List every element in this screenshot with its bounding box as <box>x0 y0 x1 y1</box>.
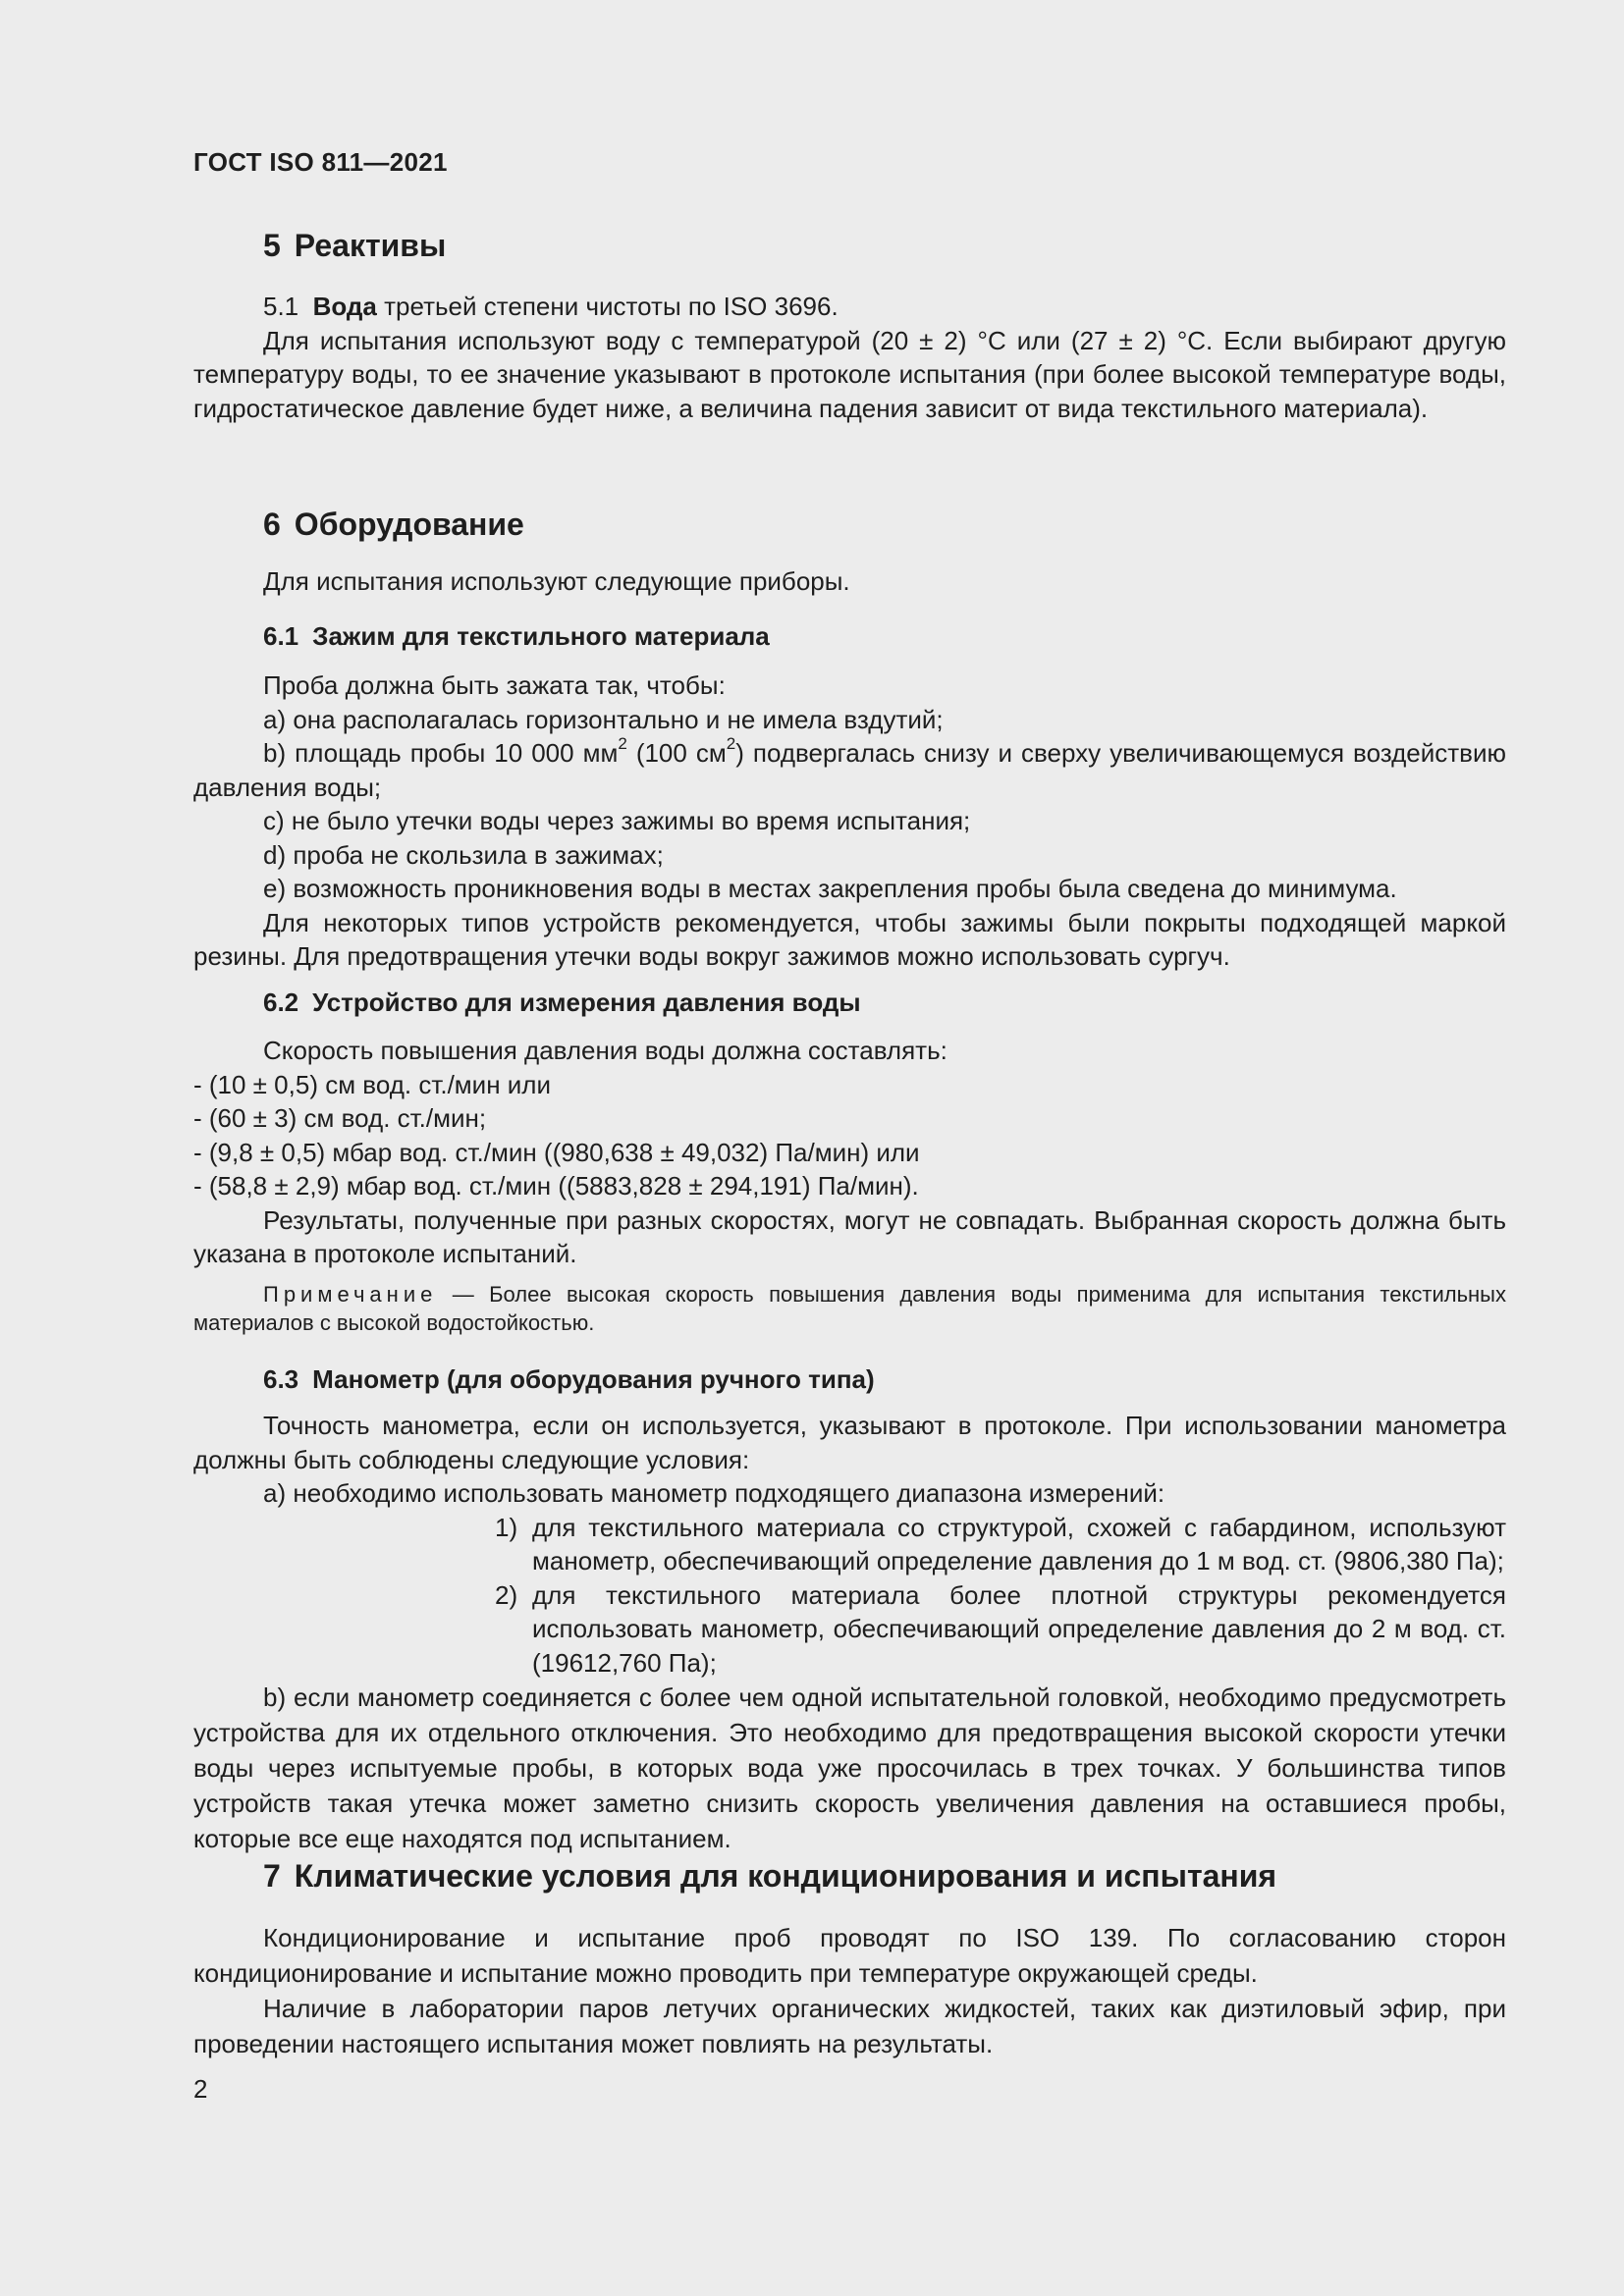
note-text: — Более высокая скорость повышения давления воды применима для испытания текстильных материалов с высокой водостойкостью. <box>193 1282 1506 1335</box>
section-title: Оборудование <box>294 507 524 542</box>
list-item: b) если манометр соединяется с более чем одной испытательной головкой, необходимо предусмотреть устройства для их отдельного отключения. Это необходимо для предотвращения высокой скорости утечки воды через испытуемые пробы, в которых вода уже просочилась в трех точках. У большинства типов устройств такая утечка может заметно снизить скорость увеличения давления на оставшиеся пробы, которые все еще находятся под испытанием. <box>193 1682 1506 1853</box>
section-5-body <box>193 290 1506 425</box>
section-title: Климатические условия для кондиционирования и испытания <box>294 1858 1277 1894</box>
clause-term: Вода <box>312 292 377 321</box>
subsection-6-1-body <box>193 668 1506 974</box>
subsection-6-1-heading <box>263 621 770 652</box>
section-7-heading <box>263 1858 1276 1895</box>
paragraph: Скорость повышения давления воды должна составлять: <box>263 1036 947 1065</box>
subsection-number: 6.1 <box>263 621 299 651</box>
subsection-6-3-heading <box>263 1364 875 1395</box>
paragraph: Для испытания используют следующие приборы. <box>263 566 850 596</box>
paragraph: Проба должна быть зажата так, чтобы: <box>263 670 726 700</box>
section-number: 7 <box>263 1858 281 1894</box>
subsection-title: Устройство для измерения давления воды <box>312 988 861 1017</box>
clause-5-1 <box>193 290 1506 324</box>
list-item: a) необходимо использовать манометр подходящего диапазона измерений: <box>263 1478 1165 1508</box>
clause-number: 5.1 <box>263 292 299 321</box>
list-item: c) не было утечки воды через зажимы во время испытания; <box>263 806 971 835</box>
list-subitem: 1) для текстильного материала со структурой, схожей с габардином, используют манометр, обеспечивающий определение давления до 1 м вод. ст. (9806,380 Па); <box>495 1512 1506 1575</box>
list-item: - (60 ± 3) см вод. ст./мин; <box>193 1103 487 1133</box>
note <box>193 1280 1506 1337</box>
subsection-title: Манометр (для оборудования ручного типа) <box>312 1364 875 1394</box>
list-item: - (10 ± 0,5) см вод. ст./мин или <box>193 1069 551 1099</box>
clause-text: третьей степени чистоты по ISO 3696. <box>376 292 839 321</box>
list-item: e) возможность проникновения воды в местах закрепления пробы была сведена до минимума. <box>263 874 1397 903</box>
section-number: 5 <box>263 228 281 263</box>
subsection-6-2-heading <box>263 988 861 1018</box>
paragraph: Для некоторых типов устройств рекомендуется, чтобы зажимы были покрыты подходящей маркой резины. Для предотвращения утечки воды вокруг зажимов можно использовать сургуч. <box>193 907 1506 971</box>
document-header: ГОСТ ISO 811—2021 <box>193 147 448 177</box>
subsection-6-3-body <box>193 1409 1506 1856</box>
section-5-heading <box>263 228 446 264</box>
note-label: Примечание <box>263 1282 438 1307</box>
paragraph: Наличие в лаборатории паров летучих органических жидкостей, таких как диэтиловый эфир, при проведении настоящего испытания может повлиять на результаты. <box>193 1994 1506 2058</box>
list-item: b) площадь пробы 10 000 $мм^2$ (100 $см^2$) подвергалась снизу и сверху увеличивающемуся воздействию давления воды; <box>193 734 1506 802</box>
paragraph: Точность манометра, если он используется, указывают в протоколе. При использовании манометра должны быть соблюдены следующие условия: <box>193 1411 1506 1474</box>
list-item: - (58,8 ± 2,9) мбар вод. ст./мин ((5883,828 ± 294,191) Па/мин). <box>193 1171 919 1201</box>
paragraph: Результаты, полученные при разных скоростях, могут не совпадать. Выбранная скорость должна быть указана в протоколе испытаний. <box>193 1204 1506 1268</box>
section-6-intro <box>193 564 1506 599</box>
page-number: 2 <box>193 2074 208 2104</box>
list-item: - (9,8 ± 0,5) мбар вод. ст./мин ((980,638 ± 49,032) Па/мин) или <box>193 1137 920 1167</box>
paragraph: Для испытания используют воду с температурой (20 ± 2) °С или (27 ± 2) °С. Если выбирают другую температуру воды, то ее значение указывают в протоколе испытания (при более высокой температуре воды, гидростатическое давление будет ниже, а величина падения зависит от вида текстильного материала). <box>193 325 1506 423</box>
subsection-number: 6.3 <box>263 1364 299 1394</box>
list-item: a) она располагалась горизонтально и не имела вздутий; <box>263 704 944 734</box>
section-title: Реактивы <box>294 228 447 263</box>
subsection-6-2-body <box>193 1034 1506 1271</box>
list-item: d) проба не скользила в зажимах; <box>263 839 664 870</box>
section-number: 6 <box>263 507 281 542</box>
subsection-number: 6.2 <box>263 988 299 1017</box>
subsection-title: Зажим для текстильного материала <box>312 621 770 651</box>
paragraph: Кондиционирование и испытание проб проводят по ISO 139. По согласованию сторон кондиционирование и испытание можно проводить при температуре окружающей среды. <box>193 1923 1506 1988</box>
list-subitem: 2) для текстильного материала более плотной структуры рекомендуется использовать манометр, обеспечивающий определение давления до 2 м вод. ст. (19612,760 Па); <box>495 1579 1506 1678</box>
section-7-body <box>193 1920 1506 2061</box>
section-6-heading <box>263 507 524 543</box>
